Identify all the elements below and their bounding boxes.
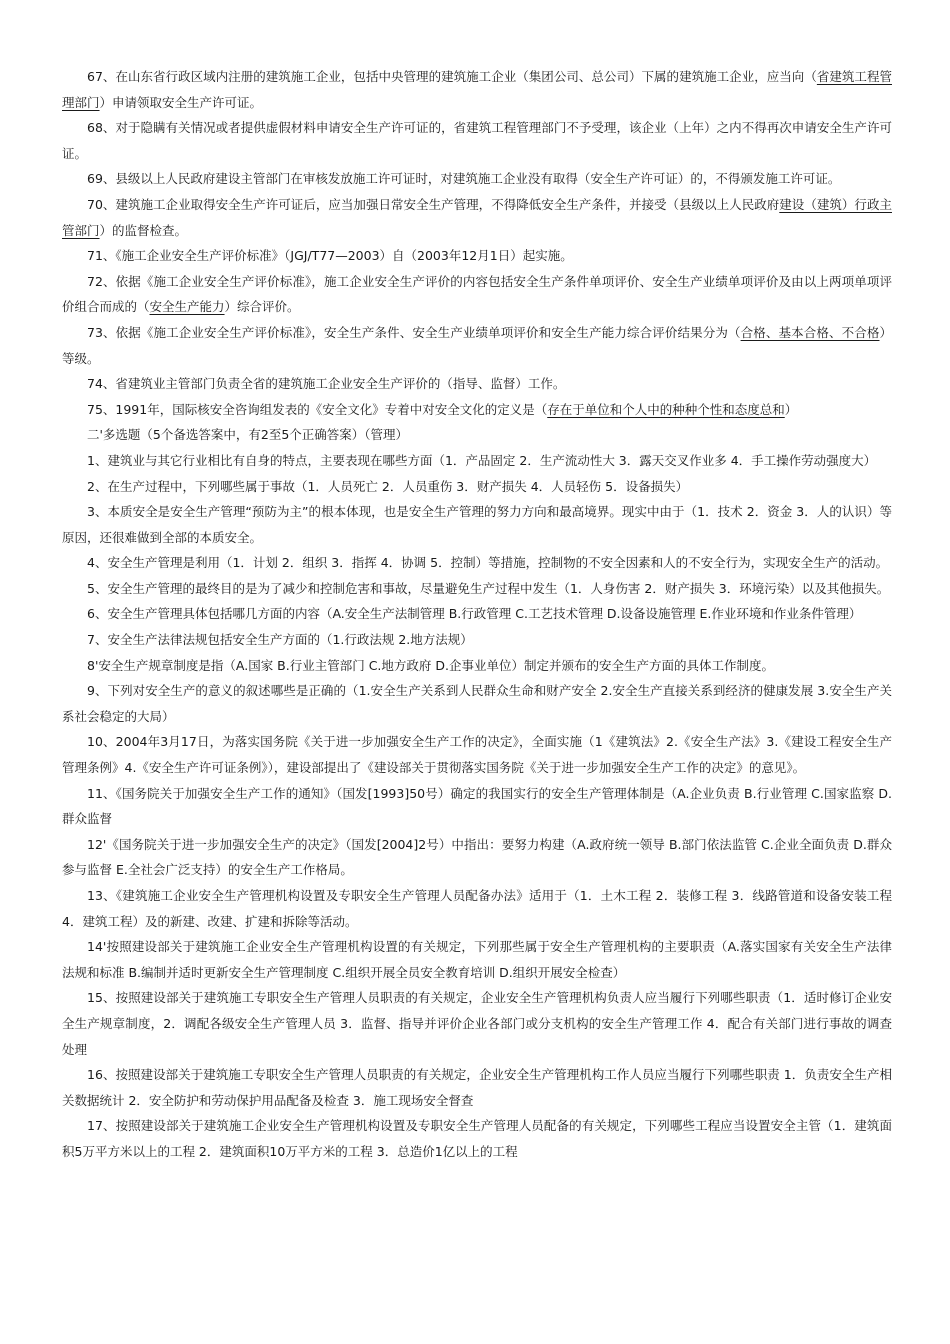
paragraph-text: 73、依据《施工企业安全生产评价标准》，安全生产条件、安全生产业绩单项评价和安全生产能力综合评价结果分为（ (87, 324, 741, 340)
paragraph (62, 832, 892, 883)
paragraph (62, 934, 892, 985)
paragraph-text: 12'《国务院关于进一步加强安全生产的决定》（国发[2004]2号）中指出：要努力构建（A.政府统一领导 B.部门依法监管 C.企业全面负责 D.群众参与监督 E.全社会广泛支持）的安全生产工作格局。 (62, 836, 892, 878)
underlined-answer: 省建筑工程管理部门 (62, 69, 892, 110)
paragraph-text: 7、安全生产法律法规包括安全生产方面的（1.行政法规 2.地方法规） (87, 632, 473, 648)
underlined-answer: 存在于单位和个人中的种种个性和态度总和 (547, 401, 785, 417)
paragraph (62, 1062, 892, 1113)
paragraph (62, 269, 892, 320)
paragraph-text: 69、县级以上人民政府建设主管部门在审核发放施工许可证时，对建筑施工企业没有取得（安全生产许可证）的，不得颁发施工许可证。 (87, 171, 841, 187)
paragraph-text: 67、在山东省行政区域内注册的建筑施工企业，包括中央管理的建筑施工企业（集团公司、总公司）下属的建筑施工企业，应当向（ (87, 69, 817, 84)
paragraph-text: 3、本质安全是安全生产管理“预防为主”的根本体现，也是安全生产管理的努力方向和最高境界。现实中由于（1．技术 2．资金 3．人的认识）等原因，还很难做到全部的本质安全。 (62, 504, 892, 545)
paragraph-text: ）的监督检查。 (99, 222, 188, 238)
paragraph-text: 1、建筑业与其它行业相比有自身的特点，主要表现在哪些方面（1．产品固定 2．生产流动性大 3．露天交叉作业多 4．手工操作劳动强度大） (87, 452, 877, 468)
paragraph-text: 二'多选题（5个备选答案中，有2至5个正确答案）（管理） (87, 427, 409, 443)
paragraph-text: 17、按照建设部关于建筑施工企业安全生产管理机构设置及专职安全生产管理人员配备的有关规定，下列哪些工程应当设置安全主管（1．建筑面积5万平方米以上的工程 2．建筑面积10万平方米的工程 3．总造价1亿以上的工程 (62, 1118, 892, 1159)
paragraph-text: ）申请领取安全生产许可证。 (99, 94, 263, 110)
paragraph-text: 6、安全生产管理具体包括哪几方面的内容（A.安全生产法制管理 B.行政管理 C.工艺技术管理 D.设备设施管理 E.作业环境和作业条件管理） (87, 606, 862, 622)
paragraph (62, 576, 892, 602)
paragraph (62, 781, 892, 832)
paragraph-text: 2、在生产过程中，下列哪些属于事故（1．人员死亡 2．人员重伤 3．财产损失 4．人员轻伤 5．设备损失） (87, 478, 689, 494)
underlined-answer: 合格、基本合格、不合格 (740, 324, 880, 340)
paragraph-text: 13、《建筑施工企业安全生产管理机构设置及专职安全生产管理人员配备办法》适用于（1．土木工程 2．装修工程 3．线路管道和设备安装工程 4．建筑工程）及的新建、改建、扩建和拆除等活动。 (62, 888, 892, 929)
paragraph-text: 11、《国务院关于加强安全生产工作的通知》（国发[1993]50号）确定的我国实行的安全生产管理体制是（A.企业负责 B.行业管理 C.国家监察 D.群众监督 (62, 785, 892, 827)
paragraph-text: ） (784, 401, 798, 417)
paragraph (62, 627, 892, 653)
paragraph (62, 550, 892, 576)
paragraph (62, 422, 892, 448)
paragraph-text: 71、《施工企业安全生产评价标准》（JGJ/T77—2003）自（2003年12月1日）起实施。 (87, 248, 573, 264)
paragraph (62, 320, 892, 371)
paragraph (62, 729, 892, 780)
paragraph (62, 371, 892, 397)
paragraph (62, 499, 892, 550)
paragraph (62, 985, 892, 1062)
paragraph-text: 68、对于隐瞒有关情况或者提供虚假材料申请安全生产许可证的，省建筑工程管理部门不予受理，该企业（上年）之内不得再次申请安全生产许可证。 (62, 120, 892, 161)
paragraph (62, 653, 892, 679)
paragraph-text: ）等级。 (62, 324, 892, 366)
paragraph-text: 8'安全生产规章制度是指（A.国家 B.行业主管部门 C.地方政府 D.企事业单位）制定并颁布的安全生产方面的具体工作制度。 (87, 657, 774, 673)
paragraph-text: 5、安全生产管理的最终目的是为了减少和控制危害和事故，尽量避免生产过程中发生（1．人身伤害 2．财产损失 3．环境污染）以及其他损失。 (87, 580, 890, 596)
paragraph (62, 166, 892, 192)
paragraph (62, 883, 892, 934)
paragraph (62, 1113, 892, 1164)
underlined-answer: 安全生产能力 (149, 299, 225, 315)
paragraph (62, 397, 892, 423)
paragraph (62, 243, 892, 269)
paragraph-text: 9、下列对安全生产的意义的叙述哪些是正确的（1.安全生产关系到人民群众生命和财产安全 2.安全生产直接关系到经济的健康发展 3.安全生产关系社会稳定的大局） (62, 683, 892, 724)
paragraph (62, 192, 892, 243)
paragraph-text: 72、依据《施工企业安全生产评价标准》，施工企业安全生产评价的内容包括安全生产条件单项评价、安全生产业绩单项评价及由以上两项单项评价组合而成的（ (62, 273, 892, 315)
paragraph-text: 16、按照建设部关于建筑施工专职安全生产管理人员职责的有关规定，企业安全生产管理机构工作人员应当履行下列哪些职责 1．负责安全生产相关数据统计 2．安全防护和劳动保护用品配备及检查 3．施工现场安全督查 (62, 1067, 892, 1108)
paragraph (62, 64, 892, 115)
paragraph-text: 75、1991年，国际核安全咨询组发表的《安全文化》专着中对安全文化的定义是（ (87, 401, 548, 417)
paragraph-text: 10、2004年3月17日，为落实国务院《关于进一步加强安全生产工作的决定》，全面实施（1《建筑法》2.《安全生产法》3.《建设工程安全生产管理条例》4.《安全生产许可证条例》），建设部提出了《建设部关于贯彻落实国务院《关于进一步加强安全生产工作的决定》的意见》。 (62, 734, 892, 776)
paragraph-text: 15、按照建设部关于建筑施工专职安全生产管理人员职责的有关规定，企业安全生产管理机构负责人应当履行下列哪些职责（1．适时修订企业安全生产规章制度，2．调配各级安全生产管理人员 3．监督、指导并评价企业各部门或分支机构的安全生产管理工作 4．配合有关部门进行事故的调查处理 (62, 990, 892, 1057)
paragraph (62, 448, 892, 474)
paragraph (62, 115, 892, 166)
underlined-answer: 建设（建筑）行政主管部门 (62, 196, 892, 238)
paragraph (62, 678, 892, 729)
paragraph (62, 601, 892, 627)
paragraph-text: 4、安全生产管理是利用（1．计划 2．组织 3．指挥 4．协调 5．控制）等措施，控制物的不安全因素和人的不安全行为，实现安全生产的活动。 (87, 555, 889, 571)
paragraph-text: 14'按照建设部关于建筑施工企业安全生产管理机构设置的有关规定，下列那些属于安全生产管理机构的主要职责（A.落实国家有关安全生产法律法规和标准 B.编制并适时更新安全生产管理制度 C.组织开展全员安全教育培训 D.组织开展安全检查） (62, 939, 892, 980)
paragraph (62, 474, 892, 500)
document-body (62, 64, 892, 1165)
paragraph-text: 74、省建筑业主管部门负责全省的建筑施工企业安全生产评价的（指导、监督）工作。 (87, 376, 566, 392)
paragraph-text: 70、建筑施工企业取得安全生产许可证后，应当加强日常安全生产管理，不得降低安全生产条件，并接受（县级以上人民政府 (87, 196, 780, 212)
paragraph-text: ）综合评价。 (224, 299, 300, 315)
